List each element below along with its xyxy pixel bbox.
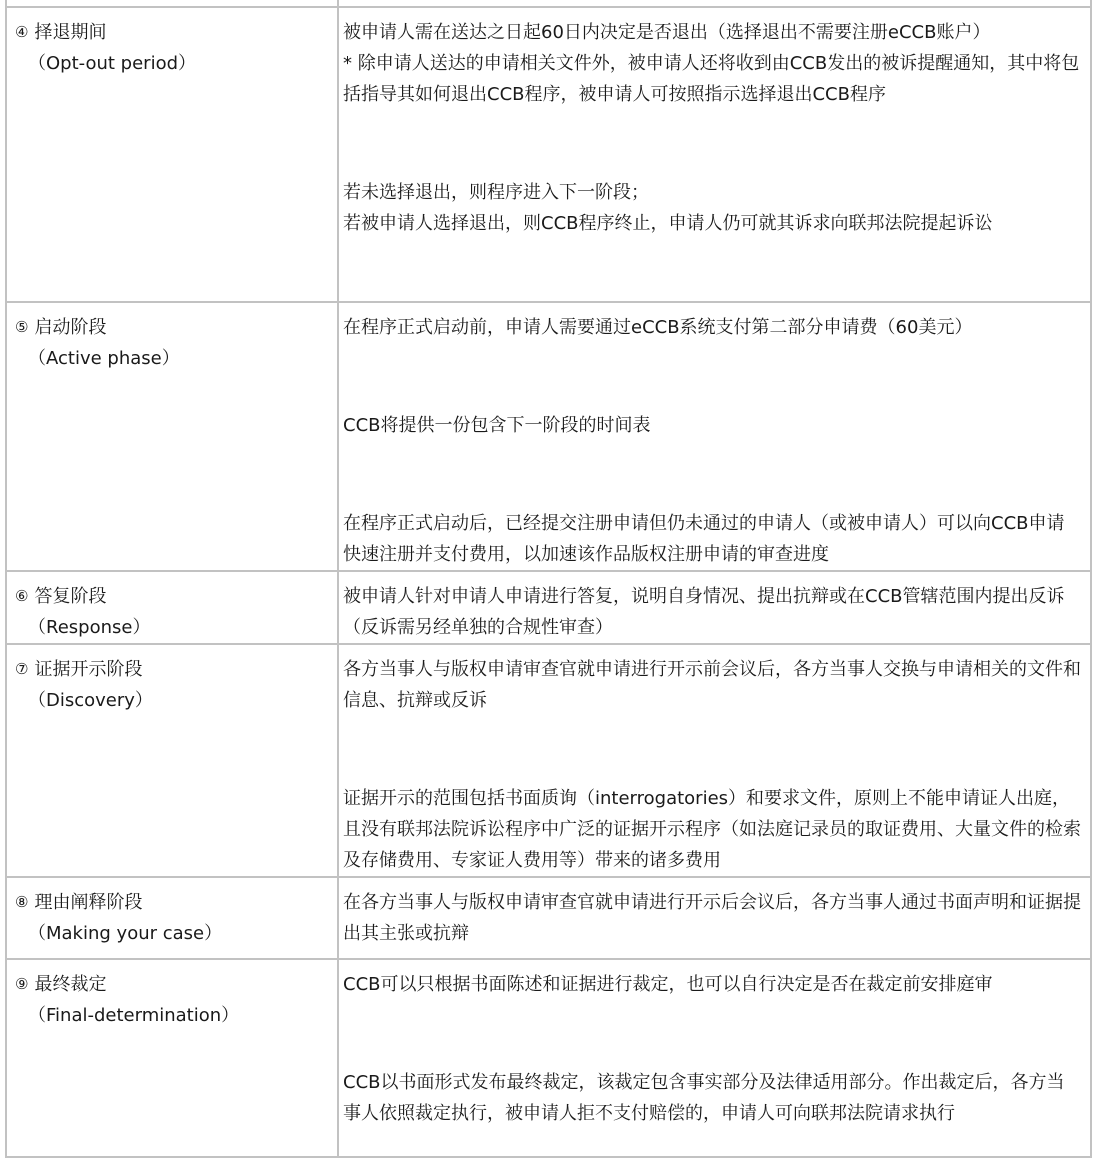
description-paragraph: CCB以书面形式发布最终裁定，该裁定包含事实部分及法律适用部分。作出裁定后，各方当事人依照裁定执行，被申请人拒不支付赔偿的，申请人可向联邦法院请求执行 [343, 1072, 1065, 1124]
stage-number: ⑦ [15, 660, 29, 678]
table-row [6, 571, 1091, 644]
table-row [6, 7, 1091, 302]
description-paragraph: 被申请人针对申请人申请进行答复，说明自身情况、提出抗辩或在CCB管辖范围内提出反诉（反诉需另经单独的合规性审查） [343, 586, 1065, 638]
description-cell [338, 7, 1091, 302]
description-cell [338, 644, 1091, 877]
stage-title-text: 启动阶段 [34, 317, 107, 338]
description-paragraph: * 除申请人送达的申请相关文件外，被申请人还将收到由CCB发出的被诉提醒通知，其中将包括指导其如何退出CCB程序，被申请人可按照指示选择退出CCB程序 [343, 53, 1080, 105]
paragraph-spacer [343, 734, 1082, 765]
stage-title [15, 312, 337, 343]
stage-title-text: 择退期间 [34, 22, 107, 43]
stage-number: ④ [15, 23, 29, 41]
stage-title-text: 证据开示阶段 [34, 659, 143, 680]
table-row [6, 959, 1091, 1157]
stage-english-title: （Making your case） [28, 923, 223, 944]
stage-cell [6, 959, 338, 1157]
stage-english-title: （Opt-out period） [28, 53, 197, 74]
description-paragraph: 在程序正式启动后，已经提交注册申请但仍未通过的申请人（或被申请人）可以向CCB申请快速注册并支付费用，以加速该作品版权注册申请的审查进度 [343, 513, 1065, 565]
description-paragraph: CCB可以只根据书面陈述和证据进行裁定，也可以自行决定是否在裁定前安排庭审 [343, 974, 993, 995]
stage-english-title: （Discovery） [28, 690, 153, 711]
stage-title [15, 17, 337, 48]
description-paragraph: 在程序正式启动前，申请人需要通过eCCB系统支付第二部分申请费（60美元） [343, 317, 973, 338]
paragraph-spacer [343, 128, 1082, 159]
stage-english-title: （Active phase） [28, 348, 180, 369]
description-paragraph: 各方当事人与版权申请审查官就申请进行开示前会议后，各方当事人交换与申请相关的文件和信息、抗辩或反诉 [343, 659, 1081, 711]
stage-number: ⑥ [15, 587, 29, 605]
stage-title [15, 581, 337, 612]
description-cell [338, 571, 1091, 644]
stage-title [15, 969, 337, 1000]
stage-title-text: 答复阶段 [34, 586, 107, 607]
table-row [6, 644, 1091, 877]
stage-english-title: （Final-determination） [28, 1005, 240, 1026]
description-paragraph: 若未选择退出，则程序进入下一阶段； [343, 182, 649, 203]
description-cell [338, 877, 1091, 959]
previous-row-stub [6, 0, 1091, 7]
table-row [6, 302, 1091, 571]
paragraph-spacer [343, 361, 1082, 392]
description-paragraph: 被申请人需在送达之日起60日内决定是否退出（选择退出不需要注册eCCB账户） [343, 22, 991, 43]
description-cell [338, 959, 1091, 1157]
stage-title [15, 887, 337, 918]
stage-english-title: （Response） [28, 617, 151, 638]
paragraph-spacer [343, 1018, 1082, 1049]
procedure-table-container [5, 0, 1092, 1158]
description-paragraph: CCB将提供一份包含下一阶段的时间表 [343, 415, 651, 436]
previous-row-stage-cell [6, 0, 338, 7]
stage-cell [6, 571, 338, 644]
description-paragraph: 若被申请人选择退出，则CCB程序终止，申请人仍可就其诉求向联邦法院提起诉讼 [343, 213, 993, 234]
procedure-table [5, 0, 1092, 1158]
table-row [6, 877, 1091, 959]
description-paragraph: 在各方当事人与版权申请审查官就申请进行开示后会议后，各方当事人通过书面声明和证据提出其主张或抗辩 [343, 892, 1081, 944]
stage-number: ⑧ [15, 893, 29, 911]
stage-cell [6, 644, 338, 877]
stage-number: ⑤ [15, 318, 29, 336]
stage-cell [6, 302, 338, 571]
stage-title [15, 654, 337, 685]
description-cell [338, 302, 1091, 571]
procedure-table-body [6, 0, 1091, 1157]
stage-cell [6, 877, 338, 959]
stage-title-text: 最终裁定 [34, 974, 107, 995]
stage-cell [6, 7, 338, 302]
stage-number: ⑨ [15, 975, 29, 993]
description-paragraph: 证据开示的范围包括书面质询（interrogatories）和要求文件，原则上不能申请证人出庭，且没有联邦法院诉讼程序中广泛的证据开示程序（如法庭记录员的取证费用、大量文件的检索及存储费用、专家证人费用等）带来的诸多费用 [343, 788, 1081, 871]
paragraph-spacer [343, 459, 1082, 490]
stage-title-text: 理由阐释阶段 [34, 892, 143, 913]
previous-row-desc-cell [338, 0, 1091, 7]
